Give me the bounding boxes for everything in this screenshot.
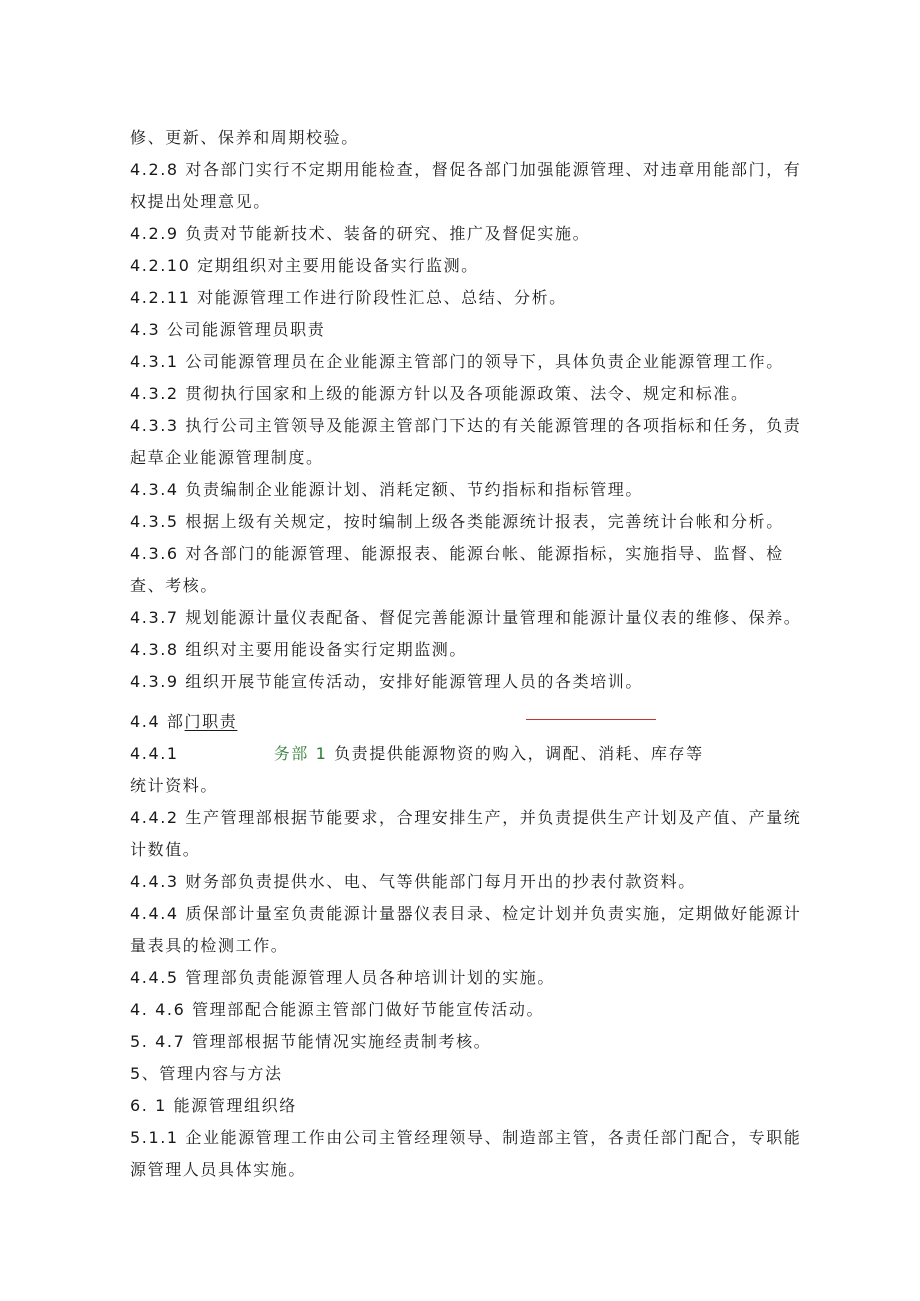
text-line: 统计资料。 bbox=[130, 776, 219, 795]
section-heading: 4.3 公司能源管理员职责 bbox=[130, 320, 326, 339]
text-line: 查、考核。 bbox=[130, 576, 219, 595]
section-heading-4-4 bbox=[130, 712, 830, 732]
text-line: 6. 1 能源管理组织络 bbox=[130, 1096, 297, 1115]
text-line: 4.4.5 管理部负责能源管理人员各种培训计划的实施。 bbox=[130, 968, 555, 987]
text-line: 5.1.1 企业能源管理工作由公司主管经理领导、制造部主管，各责任部门配合，专职能 bbox=[130, 1128, 802, 1147]
green-fragment: 务部 1 bbox=[273, 744, 328, 763]
text-line: 4.3.9 组织开展节能宣传活动，安排好能源管理人员的各类培训。 bbox=[130, 672, 643, 691]
text-line: 权提出处理意见。 bbox=[130, 192, 271, 211]
section-heading: 5、管理内容与方法 bbox=[130, 1064, 283, 1083]
text-line: 量表具的检测工作。 bbox=[130, 936, 289, 955]
text-line: 4.2.9 负责对节能新技术、装备的研究、推广及督促实施。 bbox=[130, 224, 591, 243]
text-line: 计数值。 bbox=[130, 840, 201, 859]
text-line: 4.2.10 定期组织对主要用能设备实行监测。 bbox=[130, 256, 479, 275]
text-line: 源管理人员具体实施。 bbox=[130, 1160, 307, 1179]
text-line: 4.4.2 生产管理部根据节能要求，合理安排生产，并负责提供生产计划及产值、产量统 bbox=[130, 808, 802, 827]
text-line: 4.3.6 对各部门的能源管理、能源报表、能源台帐、能源指标，实施指导、监督、检 bbox=[130, 544, 784, 563]
text-line: 4.4.3 财务部负责提供水、电、气等供能部门每月开出的抄表付款资料。 bbox=[130, 872, 696, 891]
text-line: 4.3.2 贯彻执行国家和上级的能源方针以及各项能源政策、法令、规定和标准。 bbox=[130, 384, 749, 403]
section-heading-underlined: 门职责 bbox=[184, 712, 238, 731]
text-line: 4.3.8 组织对主要用能设备实行定期监测。 bbox=[130, 640, 467, 659]
text-line: 4.3.4 负责编制企业能源计划、消耗定额、节约指标和指标管理。 bbox=[130, 480, 643, 499]
section-heading-prefix: 4.4 部 bbox=[130, 712, 185, 731]
item-number: 4.4.1 bbox=[130, 744, 179, 763]
text-line: 修、更新、保养和周期校验。 bbox=[130, 128, 359, 147]
text-line: 4.2.8 对各部门实行不定期用能检查，督促各部门加强能源管理、对违章用能部门，有 bbox=[130, 160, 802, 179]
text-line: 4.3.5 根据上级有关规定，按时编制上级各类能源统计报表，完善统计台帐和分析。 bbox=[130, 512, 784, 531]
text-line: 4.2.11 对能源管理工作进行阶段性汇总、总结、分析。 bbox=[130, 288, 567, 307]
text-line: 4.3.3 执行公司主管领导及能源主管部门下达的有关能源管理的各项指标和任务，负责 bbox=[130, 416, 802, 435]
text-line-4-4-1 bbox=[130, 744, 830, 764]
text-line: 5. 4.7 管理部根据节能情况实施经责制考核。 bbox=[130, 1032, 492, 1051]
text-line: 4.3.7 规划能源计量仪表配备、督促完善能源计量管理和能源计量仪表的维修、保养。 bbox=[130, 608, 802, 627]
item-text: 负责提供能源物资的购入，调配、消耗、库存等 bbox=[327, 744, 704, 763]
text-line: 4.4.4 质保部计量室负责能源计量器仪表目录、检定计划并负责实施，定期做好能源计 bbox=[130, 904, 802, 923]
red-underline-mark bbox=[526, 719, 656, 720]
text-line: 起草企业能源管理制度。 bbox=[130, 448, 324, 467]
text-line: 4. 4.6 管理部配合能源主管部门做好节能宣传活动。 bbox=[130, 1000, 545, 1019]
text-line: 4.3.1 公司能源管理员在企业能源主管部门的领导下，具体负责企业能源管理工作。 bbox=[130, 352, 784, 371]
